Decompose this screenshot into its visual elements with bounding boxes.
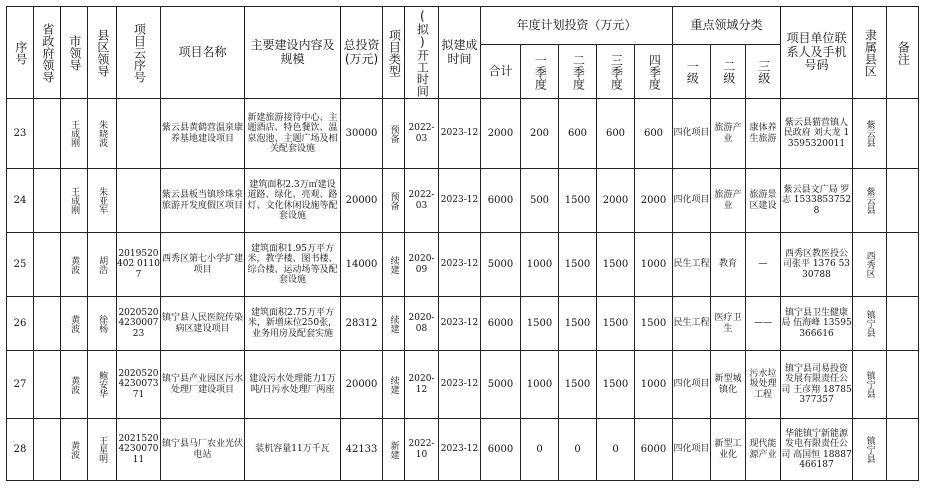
cell-cloud-seq: 2019520402 01107 xyxy=(117,233,161,297)
cell-sum: 5000 xyxy=(481,351,521,419)
cell-note xyxy=(887,419,919,481)
cell-start: 2020-09 xyxy=(405,233,439,297)
cell-level1: 四化项目 xyxy=(673,419,711,481)
cell-name: 镇宁县人民医院传染病区建设项目 xyxy=(161,297,245,351)
cell-q1: 1000 xyxy=(521,233,559,297)
cell-total: 30000 xyxy=(341,99,383,169)
cell-note xyxy=(887,297,919,351)
cell-total: 14000 xyxy=(341,233,383,297)
cell-type: 续建 xyxy=(383,297,405,351)
table-row xyxy=(7,233,919,297)
cell-prov-leader xyxy=(34,351,61,419)
cell-finish: 2023-12 xyxy=(439,233,481,297)
header-type: 项目类型 xyxy=(383,7,405,99)
cell-start: 2022-03 xyxy=(405,169,439,233)
cell-note xyxy=(887,99,919,169)
cell-county: 西秀区 xyxy=(853,233,887,297)
cell-q2: 1500 xyxy=(559,351,597,419)
cell-cloud-seq: 2021520423007011 xyxy=(117,419,161,481)
table-row xyxy=(7,99,919,169)
cell-contact: 紫云县猫营镇人民政府 刘大龙 13595320011 xyxy=(781,99,853,169)
cell-seq: 26 xyxy=(7,297,34,351)
cell-seq: 28 xyxy=(7,419,34,481)
cell-city-leader: 黄波 xyxy=(61,419,88,481)
cell-sum: 6000 xyxy=(481,419,521,481)
cell-prov-leader xyxy=(34,297,61,351)
cell-q4: 600 xyxy=(635,99,673,169)
cell-start: 2020-08 xyxy=(405,297,439,351)
cell-prov-leader xyxy=(34,419,61,481)
cell-note xyxy=(887,169,919,233)
cell-county: 紫云县 xyxy=(853,99,887,169)
cell-total: 20000 xyxy=(341,351,383,419)
cell-sum: 6000 xyxy=(481,169,521,233)
cell-q1: 1000 xyxy=(521,351,559,419)
header-seq: 序号 xyxy=(7,7,34,99)
cell-q2: 1500 xyxy=(559,233,597,297)
header-annual-group: 年度计划投资（万元） xyxy=(481,7,673,45)
cell-cloud-seq xyxy=(117,99,161,169)
cell-sum: 6000 xyxy=(481,297,521,351)
cell-seq: 27 xyxy=(7,351,34,419)
header-l2: 二级 xyxy=(711,45,746,99)
cell-city-leader: 王成刚 xyxy=(61,169,88,233)
cell-level3: 旅游景区建设 xyxy=(746,169,781,233)
cell-finish: 2023-12 xyxy=(439,351,481,419)
header-city-leader: 市领导 xyxy=(61,7,88,99)
cell-city-leader: 王成刚 xyxy=(61,99,88,169)
cell-seq: 25 xyxy=(7,233,34,297)
cell-type: 新建 xyxy=(383,419,405,481)
cell-name: 紫云县板当镇珍珠泉旅游开发度假区项目 xyxy=(161,169,245,233)
cell-q1: 500 xyxy=(521,169,559,233)
cell-county-leader: 鲍安华 xyxy=(88,351,117,419)
cell-county: 镇宁县 xyxy=(853,297,887,351)
cell-total: 28312 xyxy=(341,297,383,351)
cell-q3: 1500 xyxy=(597,297,635,351)
cell-q3: 1500 xyxy=(597,351,635,419)
header-start: (拟)开工时间 xyxy=(405,7,439,99)
cell-start: 2022-03 xyxy=(405,99,439,169)
header-content: 主要建设内容及规模 xyxy=(245,7,341,99)
cell-q2: 1500 xyxy=(559,169,597,233)
cell-name: 紫云县黄鹤营温泉康养基地建设项目 xyxy=(161,99,245,169)
cell-contact: 镇宁县卫生健康局 伍海峰 13595366616 xyxy=(781,297,853,351)
cell-total: 42133 xyxy=(341,419,383,481)
cell-level2: 医疗卫生 xyxy=(711,297,746,351)
header-domain-group: 重点领域分类 xyxy=(673,7,781,45)
cell-q3: 2000 xyxy=(597,169,635,233)
header-cloud-seq: 项目云序号 xyxy=(117,7,161,99)
cell-county: 紫云县 xyxy=(853,169,887,233)
header-total: 总投资(万元) xyxy=(341,7,383,99)
cell-finish: 2023-12 xyxy=(439,297,481,351)
table-row xyxy=(7,351,919,419)
cell-content: 装机容量11万千瓦 xyxy=(245,419,341,481)
cell-level1: 民生工程 xyxy=(673,233,711,297)
cell-cloud-seq: 2020520423000723 xyxy=(117,297,161,351)
header-name: 项目名称 xyxy=(161,7,245,99)
cell-note xyxy=(887,351,919,419)
cell-cloud-seq: 2020520423007371 xyxy=(117,351,161,419)
cell-content: 新建旅游接待中心、主题酒店、特色餐饮、温泉泡池、主题广场及相关配套设施 xyxy=(245,99,341,169)
cell-q3: 1500 xyxy=(597,233,635,297)
cell-contact: 西秀区教医投公司张平 1376 5330788 xyxy=(781,233,853,297)
header-q4: 四季度 xyxy=(635,45,673,99)
cell-seq: 24 xyxy=(7,169,34,233)
cell-q1: 1500 xyxy=(521,297,559,351)
cell-seq: 23 xyxy=(7,99,34,169)
cell-contact: 华能镇宁新能源发电有限责任公司 高国恒 18887466187 xyxy=(781,419,853,481)
cell-contact: 镇宁县司易投资发展有限责任公司 王彦翔 18785377357 xyxy=(781,351,853,419)
cell-city-leader: 黄波 xyxy=(61,297,88,351)
cell-q4: 1000 xyxy=(635,351,673,419)
cell-name: 镇宁县马厂农业光伏电站 xyxy=(161,419,245,481)
cell-q3: 0 xyxy=(597,419,635,481)
cell-level2: 旅游产业 xyxy=(711,169,746,233)
cell-name: 西秀区第七小学扩建项目 xyxy=(161,233,245,297)
cell-q4: 2000 xyxy=(635,169,673,233)
cell-level3: 康体养生旅游 xyxy=(746,99,781,169)
table-row xyxy=(7,419,919,481)
cell-contact: 紫云县文广局 罗志 15338537528 xyxy=(781,169,853,233)
header-contact: 项目单位联系人及手机号码 xyxy=(781,7,853,99)
cell-q3: 600 xyxy=(597,99,635,169)
cell-start: 2020-12 xyxy=(405,351,439,419)
cell-level3: 污水垃圾处理工程 xyxy=(746,351,781,419)
cell-county-leader: 胡浩 xyxy=(88,233,117,297)
cell-level3: 现代能源产业 xyxy=(746,419,781,481)
cell-level1: 四化项目 xyxy=(673,351,711,419)
cell-county-leader: 王星明 xyxy=(88,419,117,481)
cell-sum: 2000 xyxy=(481,99,521,169)
cell-q4: 6000 xyxy=(635,419,673,481)
cell-county: 镇宁县 xyxy=(853,351,887,419)
cell-prov-leader xyxy=(34,233,61,297)
cell-type: 预备 xyxy=(383,169,405,233)
header-note: 备注 xyxy=(887,7,919,99)
table-row xyxy=(7,297,919,351)
cell-start: 2022-10 xyxy=(405,419,439,481)
cell-q2: 1500 xyxy=(559,297,597,351)
cell-q4: 1000 xyxy=(635,233,673,297)
cell-finish: 2023-12 xyxy=(439,169,481,233)
cell-q1: 0 xyxy=(521,419,559,481)
cell-content: 建设污水处理能力1万吨/日污水处理厂两座 xyxy=(245,351,341,419)
cell-q1: 200 xyxy=(521,99,559,169)
cell-county: 镇宁县 xyxy=(853,419,887,481)
cell-level2: 新型工业化 xyxy=(711,419,746,481)
cell-county-leader: 朱亚军 xyxy=(88,169,117,233)
header-l3: 三级 xyxy=(746,45,781,99)
cell-content: 建筑面积1.95万平方米，教学楼、图书楼、综合楼、运动场等及配套设施 xyxy=(245,233,341,297)
cell-level1: 民生工程 xyxy=(673,297,711,351)
cell-type: 续建 xyxy=(383,233,405,297)
cell-level2: 旅游产业 xyxy=(711,99,746,169)
cell-name: 镇宁县产业园区污水处理厂建设项目 xyxy=(161,351,245,419)
cell-prov-leader xyxy=(34,99,61,169)
cell-finish: 2023-12 xyxy=(439,99,481,169)
cell-level2: 教育 xyxy=(711,233,746,297)
header-sum: 合计 xyxy=(481,45,521,99)
header-q2: 二季度 xyxy=(559,45,597,99)
cell-type: 续建 xyxy=(383,351,405,419)
header-finish: 拟建成时间 xyxy=(439,7,481,99)
cell-level1: 四化项目 xyxy=(673,169,711,233)
cell-level3: —— xyxy=(746,297,781,351)
header-q1: 一季度 xyxy=(521,45,559,99)
cell-city-leader: 黄波 xyxy=(61,233,88,297)
cell-q2: 600 xyxy=(559,99,597,169)
cell-q2: 0 xyxy=(559,419,597,481)
project-table xyxy=(6,6,919,481)
table-row xyxy=(7,169,919,233)
cell-q4: 1500 xyxy=(635,297,673,351)
header-l1: 一级 xyxy=(673,45,711,99)
header-q3: 三季度 xyxy=(597,45,635,99)
cell-content: 建筑面积2.3万㎡建设道路、绿化、亮观、路灯、文化休闲设施等配套设施 xyxy=(245,169,341,233)
cell-city-leader: 黄波 xyxy=(61,351,88,419)
cell-level3: — xyxy=(746,233,781,297)
cell-finish: 2023-12 xyxy=(439,419,481,481)
cell-sum: 5000 xyxy=(481,233,521,297)
cell-type: 预备 xyxy=(383,99,405,169)
cell-county-leader: 徐杨 xyxy=(88,297,117,351)
header-county-leader: 县区领导 xyxy=(88,7,117,99)
cell-total: 20000 xyxy=(341,169,383,233)
header-prov-leader: 省政府领导 xyxy=(34,7,61,99)
cell-level2: 新型城镇化 xyxy=(711,351,746,419)
cell-note xyxy=(887,233,919,297)
cell-county-leader: 朱晓波 xyxy=(88,99,117,169)
cell-cloud-seq xyxy=(117,169,161,233)
cell-prov-leader xyxy=(34,169,61,233)
cell-level1: 四化项目 xyxy=(673,99,711,169)
header-county: 隶属县区 xyxy=(853,7,887,99)
cell-content: 建筑面积2.75万平方米，新增床位250张，业务用房及配套实施 xyxy=(245,297,341,351)
